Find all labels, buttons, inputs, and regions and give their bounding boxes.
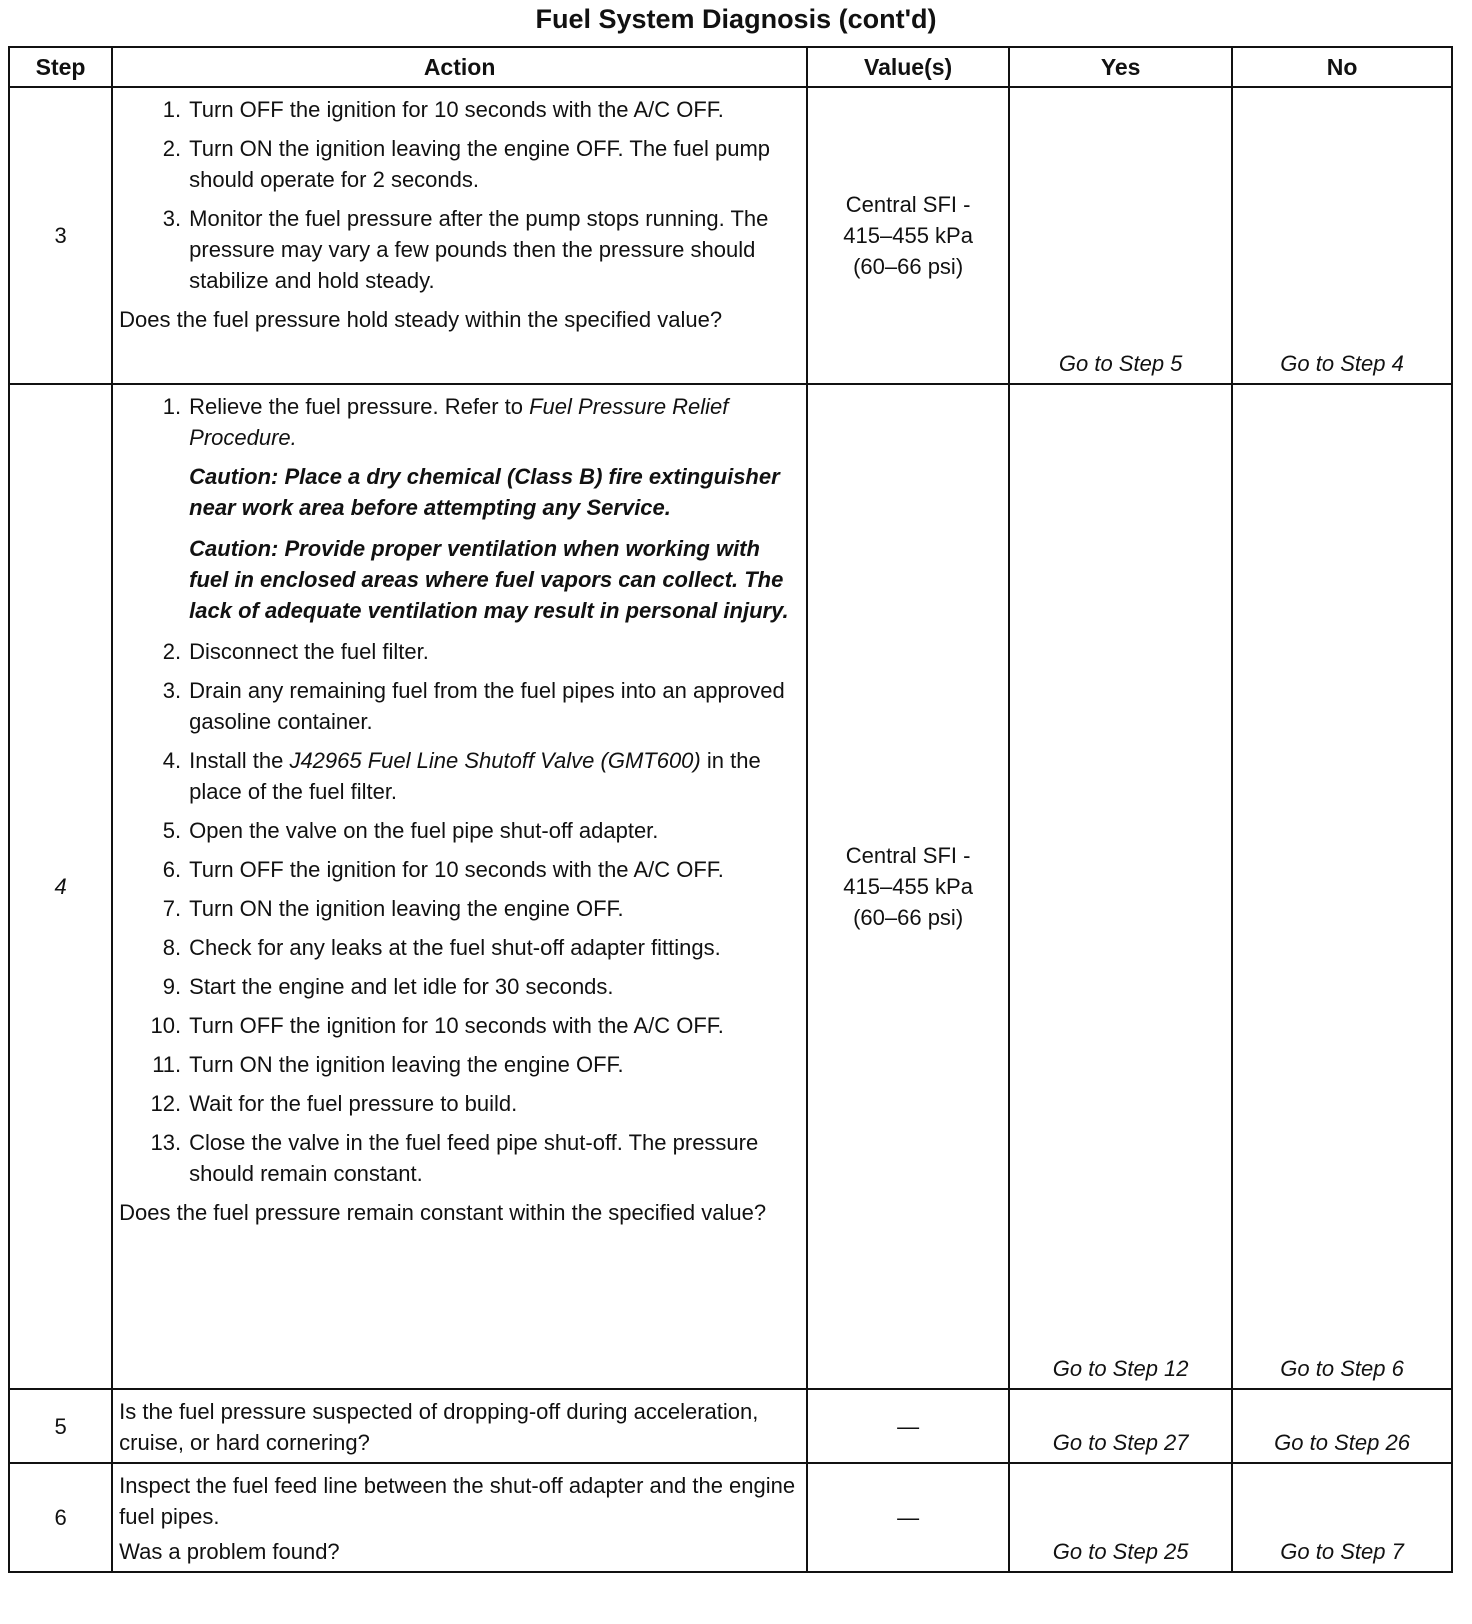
item-number: 10. xyxy=(150,1013,182,1038)
no-link[interactable]: Go to Step 26 xyxy=(1232,1389,1452,1463)
header-action: Action xyxy=(112,47,807,87)
header-step: Step xyxy=(9,47,112,87)
item-number: 6. xyxy=(162,857,182,882)
action-cell xyxy=(112,384,807,1389)
action-list xyxy=(119,391,802,453)
table-row-step-5 xyxy=(9,1389,1452,1463)
yes-link[interactable]: Go to Step 27 xyxy=(1009,1389,1232,1463)
value-line: Central SFI - xyxy=(845,192,971,217)
yes-link[interactable]: Go to Step 25 xyxy=(1009,1463,1232,1572)
item-text: Turn OFF the ignition for 10 seconds with the A/C OFF. xyxy=(189,857,724,882)
item-text: Check for any leaks at the fuel shut-off adapter fittings. xyxy=(189,935,721,960)
list-item xyxy=(119,893,802,924)
list-item xyxy=(119,1049,802,1080)
item-text: Turn OFF the ignition for 10 seconds with the A/C OFF. xyxy=(189,1013,724,1038)
item-number: 9. xyxy=(162,974,182,999)
no-link[interactable]: Go to Step 4 xyxy=(1232,87,1452,384)
question-text: Does the fuel pressure remain constant within the specified value? xyxy=(119,1200,767,1225)
step-number: 5 xyxy=(9,1389,112,1463)
item-text: Turn ON the ignition leaving the engine OFF. xyxy=(189,1052,624,1077)
item-number: 3. xyxy=(162,678,182,703)
question-text: Was a problem found? xyxy=(119,1539,340,1564)
list-item xyxy=(119,815,802,846)
step-number: 6 xyxy=(9,1463,112,1572)
diagnosis-table xyxy=(8,46,1453,1573)
question-text: Does the fuel pressure hold steady within the specified value? xyxy=(119,307,723,332)
table-row-step-4 xyxy=(9,384,1452,1389)
list-item xyxy=(119,1010,802,1041)
action-cell xyxy=(112,1463,807,1572)
list-item xyxy=(119,94,802,125)
item-text: Monitor the fuel pressure after the pump stops running. The pressure may vary a few pounds then the pressure should stabilize and hold steady. xyxy=(189,206,769,293)
value-line: (60–66 psi) xyxy=(853,254,964,279)
list-item xyxy=(119,391,802,453)
header-yes: Yes xyxy=(1009,47,1232,87)
list-item xyxy=(119,1127,802,1189)
list-item xyxy=(119,675,802,737)
action-cell xyxy=(112,87,807,384)
item-number: 12. xyxy=(150,1091,182,1116)
item-number: 8. xyxy=(162,935,182,960)
header-row xyxy=(9,47,1452,87)
table-row-step-6 xyxy=(9,1463,1452,1572)
action-list xyxy=(119,94,802,296)
item-text: Turn OFF the ignition for 10 seconds with the A/C OFF. xyxy=(189,97,724,122)
value-line: (60–66 psi) xyxy=(853,905,964,930)
no-link[interactable]: Go to Step 7 xyxy=(1232,1463,1452,1572)
value-line: Central SFI - xyxy=(845,843,971,868)
caution-text: Caution: Place a dry chemical (Class B) fire extinguisher near work area before attempting any Service. xyxy=(189,464,780,520)
step-number: 4 xyxy=(9,384,112,1389)
list-item xyxy=(119,932,802,963)
item-text: Close the valve in the fuel feed pipe shut-off. The pressure should remain constant. xyxy=(189,1130,759,1186)
item-text: Install the xyxy=(189,748,284,773)
list-item xyxy=(119,971,802,1002)
caution-text: Caution: Provide proper ventilation when working with fuel in enclosed areas where fuel vapors can collect. The lack of adequate ventilation may result in personal injury. xyxy=(189,536,789,623)
list-item xyxy=(119,133,802,195)
header-values: Value(s) xyxy=(807,47,1009,87)
yes-link[interactable]: Go to Step 12 xyxy=(1009,384,1232,1389)
item-number: 5. xyxy=(162,818,182,843)
item-text: Disconnect the fuel filter. xyxy=(189,639,429,664)
procedure-reference[interactable]: Fuel Pressure Relief Procedure. xyxy=(189,394,729,450)
step-number: 3 xyxy=(9,87,112,384)
item-number: 1. xyxy=(162,394,182,419)
action-cell xyxy=(112,1389,807,1463)
instruction-text: Inspect the fuel feed line between the shut-off adapter and the engine fuel pipes. xyxy=(119,1473,796,1529)
action-list xyxy=(119,636,802,1189)
value-cell xyxy=(807,87,1009,384)
item-number: 7. xyxy=(162,896,182,921)
tool-reference: J42965 Fuel Line Shutoff Valve (GMT600) xyxy=(289,748,701,773)
list-item xyxy=(119,1088,802,1119)
item-text: Open the valve on the fuel pipe shut-off adapter. xyxy=(189,818,659,843)
item-text: Relieve the fuel pressure. Refer to xyxy=(189,394,523,419)
value-line: 415–455 kPa xyxy=(843,223,973,248)
list-item xyxy=(119,203,802,296)
header-no: No xyxy=(1232,47,1452,87)
item-number: 1. xyxy=(162,97,182,122)
value-cell: — xyxy=(807,1463,1009,1572)
yes-link[interactable]: Go to Step 5 xyxy=(1009,87,1232,384)
item-number: 2. xyxy=(162,136,182,161)
item-number: 11. xyxy=(152,1052,182,1077)
question-text: Is the fuel pressure suspected of dropping-off during acceleration, cruise, or hard cornering? xyxy=(119,1399,759,1455)
list-item xyxy=(119,636,802,667)
value-cell: — xyxy=(807,1389,1009,1463)
item-text: Drain any remaining fuel from the fuel pipes into an approved gasoline container. xyxy=(189,678,785,734)
item-number: 3. xyxy=(162,206,182,231)
item-number: 4. xyxy=(162,748,182,773)
table-row-step-3 xyxy=(9,87,1452,384)
list-item xyxy=(119,854,802,885)
item-text: Start the engine and let idle for 30 seconds. xyxy=(189,974,614,999)
value-cell xyxy=(807,384,1009,1389)
page-title: Fuel System Diagnosis (cont'd) xyxy=(535,4,937,34)
value-line: 415–455 kPa xyxy=(843,874,973,899)
item-number: 2. xyxy=(162,639,182,664)
item-text: Turn ON the ignition leaving the engine OFF. xyxy=(189,896,624,921)
item-text: in the place of the fuel filter. xyxy=(189,748,761,804)
item-text: Wait for the fuel pressure to build. xyxy=(189,1091,518,1116)
item-text: Turn ON the ignition leaving the engine OFF. The fuel pump should operate for 2 seconds. xyxy=(189,136,771,192)
no-link[interactable]: Go to Step 6 xyxy=(1232,384,1452,1389)
item-number: 13. xyxy=(150,1130,182,1155)
list-item xyxy=(119,745,802,807)
